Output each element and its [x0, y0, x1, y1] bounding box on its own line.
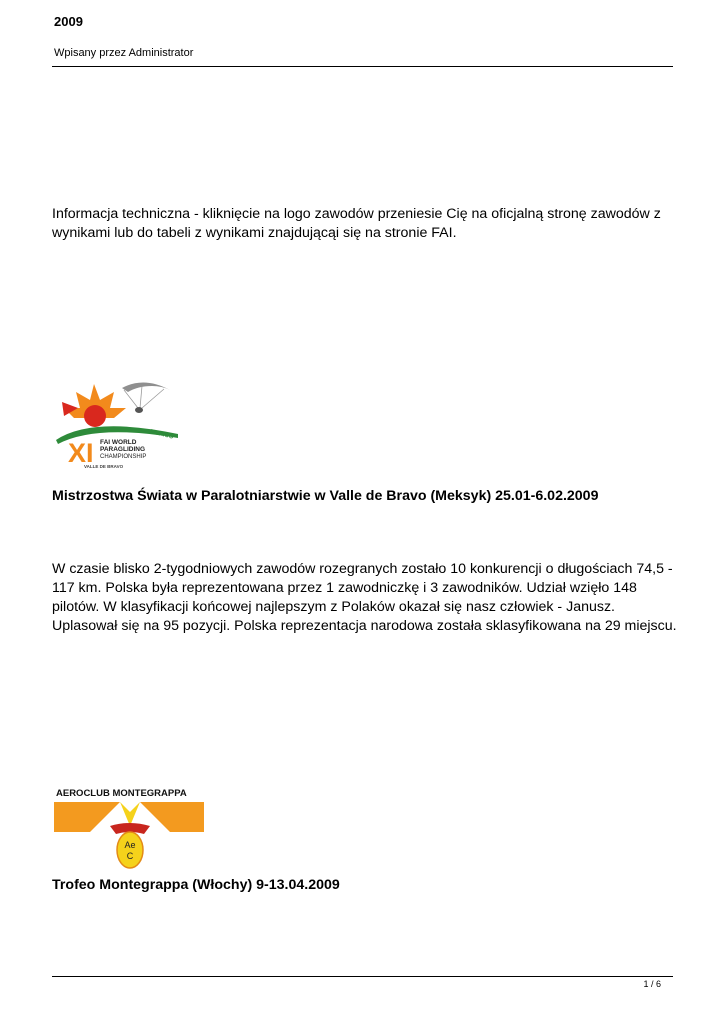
logo-line4: VALLE DE BRAVO: [84, 464, 124, 469]
event-title-mistrzostwa: Mistrzostwa Świata w Paralotniarstwie w Valle de Bravo (Meksyk) 25.01-6.02.2009: [52, 488, 599, 504]
logo-line2: PARAGLIDING: [100, 446, 146, 453]
event-description-mistrzostwa: W czasie blisko 2-tygodniowych zawodów rozegranych zostało 10 konkurencji o długościach 74,5 - 117 km. Polska była reprezentowana przez 1 zawodniczkę i 3 zawodników. Udział wzięło 148 pilotów. W klasyfikacji końcowej najlepszym z Polaków okazał się nasz człowiek - Janusz. Uplasował się na 95 pozycji. Polska reprezentacja narodowa została sklasyfikowana na 29 miejscu.: [52, 561, 677, 634]
logo-line3: CHAMPIONSHIP: [100, 454, 147, 460]
intro-paragraph: Informacja techniczna - kliknięcie na logo zawodów przeniesie Cię na oficjalną stronę zawodów z wynikami lub do tabeli z wynikami znajdującąi się na stronie FAI.: [52, 206, 661, 241]
svg-text:MEXICO: MEXICO: [149, 429, 174, 441]
header-divider: [52, 66, 673, 67]
badge-top-text: Ae: [124, 840, 136, 850]
paraglider-icon: [122, 382, 170, 413]
badge-bottom-text: C: [126, 851, 134, 861]
badge-icon: [117, 832, 143, 868]
logo-numeral: XI: [68, 438, 94, 468]
sun-icon: [62, 384, 126, 427]
page-number: 1 / 6: [643, 979, 661, 989]
page-title: 2009: [54, 14, 83, 29]
fai-world-paragliding-championship-logo-link[interactable]: [52, 378, 182, 471]
logo-line1: FAI WORLD: [100, 439, 137, 446]
aero-logo-text: AEROCLUB MONTEGRAPPA: [56, 788, 187, 799]
aeroclub-montegrappa-logo-link[interactable]: [52, 782, 207, 872]
event-title-trofeo: Trofeo Montegrappa (Włochy) 9-13.04.2009: [52, 877, 340, 893]
footer-divider: [52, 976, 673, 977]
author-line: Wpisany przez Administrator: [54, 47, 194, 59]
